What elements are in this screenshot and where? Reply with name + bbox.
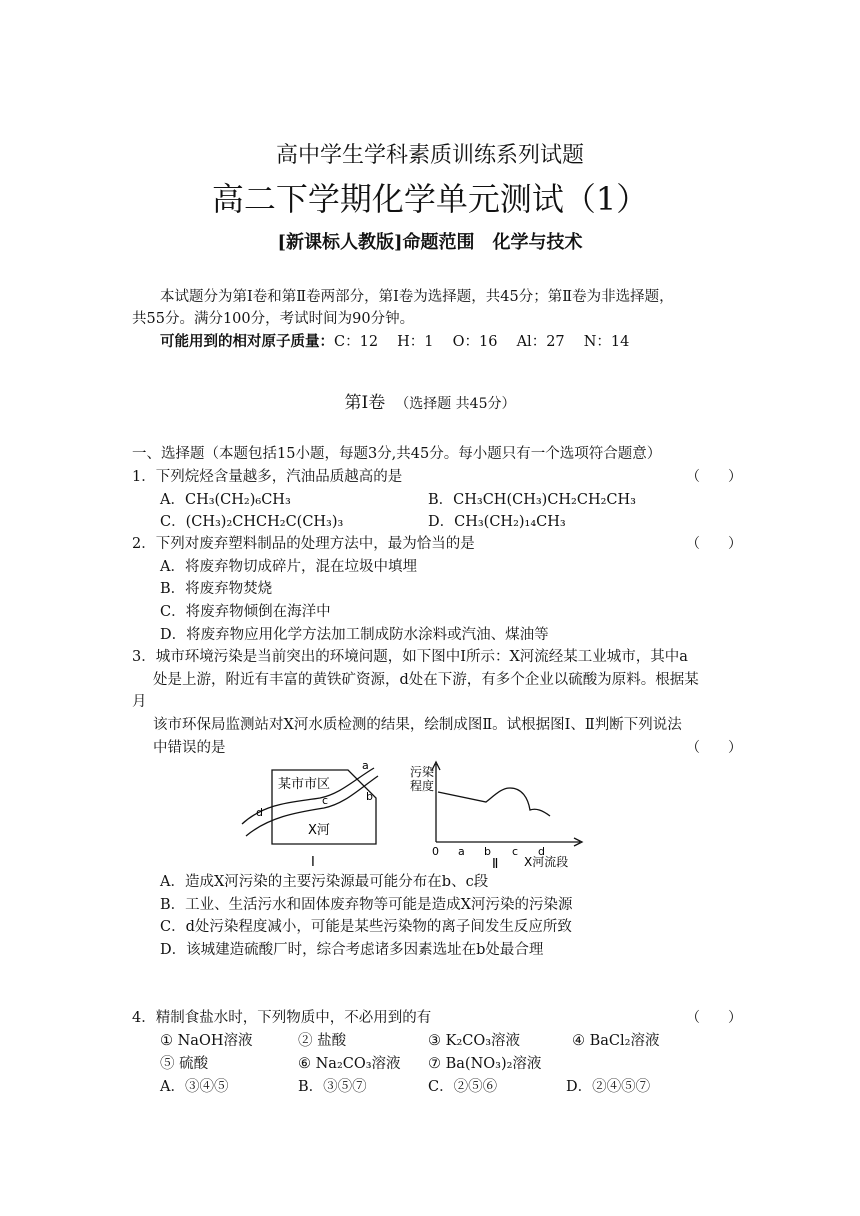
series-title: 高中学生学科素质训练系列试题	[275, 143, 584, 168]
q3-option-d: D．该城建造硫酸厂时，综合考虑诸多因素选址在b处最合理	[160, 942, 544, 958]
exam-title: 高二下学期化学单元测试（1）	[211, 180, 649, 218]
figure-city-map	[236, 758, 386, 870]
q1-answer-bracket: （ ）	[686, 469, 742, 485]
graph-tick-c: c	[512, 845, 519, 858]
figure-2-caption: Ⅱ	[492, 857, 499, 870]
q4-stem: 4．精制食盐水时，下列物质中，不必用到的有	[132, 1010, 432, 1026]
q2-option-a: A．将废弃物切成碎片，混在垃圾中填埋	[160, 559, 417, 575]
q2-option-b: B．将废弃物焚烧	[160, 581, 273, 597]
q2-stem: 2．下列对废弃塑料制品的处理方法中，最为恰当的是	[132, 536, 475, 552]
intro-line-2: 共55分。满分100分，考试时间为90分钟。	[132, 311, 415, 327]
graph-x-label: X河流段	[524, 855, 569, 869]
q4-option-a: A．③④⑤	[160, 1079, 229, 1095]
q1-option-d: D．CH₃(CH₂)₁₄CH₃	[428, 514, 566, 530]
q2-answer-bracket: （ ）	[686, 536, 742, 552]
graph-y-label-2: 程度	[410, 779, 435, 793]
q2-option-d: D．将废弃物应用化学方法加工制成防水涂料或汽油、煤油等	[160, 627, 549, 643]
river-label: X河	[308, 823, 330, 838]
graph-y-label-1: 污染	[410, 765, 435, 779]
q3-option-c: C．d处污染程度减小，可能是某些污染物的离子间发生反应所致	[160, 919, 572, 935]
section-title	[0, 388, 860, 413]
q4-substance-1: ① NaOH溶液	[160, 1033, 253, 1049]
q4-substance-3: ③ K₂CO₃溶液	[428, 1033, 521, 1049]
graph-tick-a: a	[458, 845, 465, 858]
point-d-label: d	[256, 806, 263, 819]
q3-option-a: A．造成X河污染的主要污染源最可能分布在b、c段	[160, 874, 489, 890]
graph-origin-label: 0	[432, 845, 439, 858]
q4-answer-bracket: （ ）	[686, 1010, 742, 1026]
q3-stem-line-1: 3．城市环境污染是当前突出的环境问题，如下图中Ⅰ所示：X河流经某工业城市，其中a	[132, 649, 688, 665]
q3-stem-line-2: 处是上游，附近有丰富的黄铁矿资源，d处在下游，有多个企业以硫酸为原料。根据某	[153, 672, 699, 688]
q4-substance-4: ④ BaCl₂溶液	[572, 1033, 660, 1049]
figure-1-caption: Ⅰ	[311, 855, 315, 870]
q4-substance-2: ② 盐酸	[298, 1033, 347, 1049]
q4-substance-5: ⑤ 硫酸	[160, 1056, 209, 1072]
q4-option-b: B．③⑤⑦	[298, 1079, 367, 1095]
graph-tick-d: d	[538, 845, 545, 858]
city-label: 某市市区	[278, 777, 331, 792]
q3-answer-bracket: （ ）	[686, 740, 742, 756]
intro-line-1: 本试题分为第Ⅰ卷和第Ⅱ卷两部分，第Ⅰ卷为选择题，共45分；第Ⅱ卷为非选择题，	[160, 289, 674, 305]
atomic-mass-values: C：12 H：1 O：16 Al：27 N：14	[334, 334, 630, 350]
q1-option-a: A．CH₃(CH₂)₆CH₃	[160, 492, 291, 508]
point-c-label: c	[322, 794, 329, 807]
q3-stem-line-3: 月	[132, 694, 147, 710]
q3-stem-line-4: 该市环保局监测站对X河水质检测的结果，绘制成图Ⅱ。试根据图Ⅰ、Ⅱ判断下列说法	[153, 717, 682, 733]
exam-scope: [新课标人教版]命题范围 化学与技术	[277, 232, 583, 253]
atomic-mass-line	[160, 331, 629, 353]
point-b-label: b	[366, 790, 373, 803]
pollution-curve	[438, 788, 550, 816]
section-name: 第Ⅰ卷	[344, 393, 386, 413]
q2-option-c: C．将废弃物倾倒在海洋中	[160, 604, 331, 620]
q4-option-d: D．②④⑤⑦	[566, 1079, 651, 1095]
part-heading: 一、选择题（本题包括15小题，每题3分,共45分。每小题只有一个选项符合题意）	[132, 446, 662, 462]
q4-substance-6: ⑥ Na₂CO₃溶液	[298, 1056, 401, 1072]
q1-stem: 1．下列烷烃含量越多，汽油品质越高的是	[132, 469, 403, 485]
graph-tick-b: b	[484, 845, 491, 858]
section-note: （选择题 共45分）	[395, 396, 516, 412]
q1-option-b: B．CH₃CH(CH₃)CH₂CH₂CH₃	[428, 492, 636, 508]
q3-option-b: B．工业、生活污水和固体废弃物等可能是造成X河污染的污染源	[160, 897, 573, 913]
figure-pollution-graph	[400, 758, 600, 870]
q1-option-c: C．(CH₃)₂CHCH₂C(CH₃)₃	[160, 514, 344, 530]
q4-substance-7: ⑦ Ba(NO₃)₂溶液	[428, 1056, 542, 1072]
q4-option-c: C．②⑤⑥	[428, 1079, 498, 1095]
atomic-mass-label: 可能用到的相对原子质量：	[160, 333, 334, 350]
point-a-label: a	[362, 759, 369, 772]
q3-stem-line-5: 中错误的是	[153, 740, 226, 756]
